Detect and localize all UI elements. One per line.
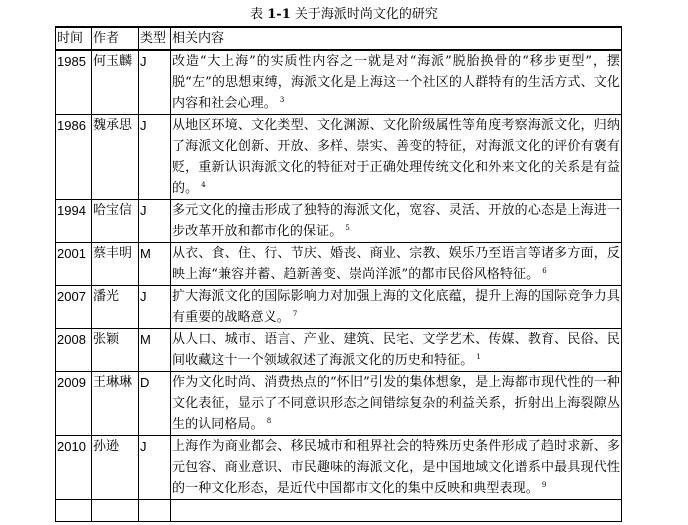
content-text: 改造“大上海”的实质性内容之一就是对“海派”脱胎换骨的“移步更型”，摆脱“左”的思想束缚，海派文化是上海这一个社区的人群特有的生活方式、文化内容和社会心理。 <box>172 54 620 111</box>
table-row <box>56 500 622 522</box>
cell-content <box>171 436 622 500</box>
cell-type: M <box>139 243 171 286</box>
cell-year: 1994 <box>56 200 92 243</box>
cell-type: J <box>139 50 171 115</box>
cell-author: 张颖 <box>92 329 139 372</box>
cell-type <box>139 500 171 522</box>
cell-content <box>171 286 622 329</box>
caption-label: 表 <box>250 7 264 22</box>
header-author: 作者 <box>92 27 139 50</box>
cell-type: D <box>139 372 171 436</box>
caption-number: 1-1 <box>267 7 291 22</box>
table-row <box>56 243 622 286</box>
cell-type: J <box>139 200 171 243</box>
cell-content <box>171 200 622 243</box>
cell-author: 王琳琳 <box>92 372 139 436</box>
table-row <box>56 436 622 500</box>
cell-year: 2009 <box>56 372 92 436</box>
footnote-marker: 5 <box>345 223 350 232</box>
cell-author: 潘光 <box>92 286 139 329</box>
content-text: 作为文化时尚、消费热点的“怀旧”引发的集体想象，是上海都市现代性的一种文化表征，显示了不同意识形态之间错综复杂的利益关系，折射出上海裂隙丛生的认同格局。 <box>172 375 620 432</box>
cell-content <box>171 372 622 436</box>
cell-year: 1985 <box>56 50 92 115</box>
content-text: 从衣、食、住、行、节庆、婚丧、商业、宗教、娱乐乃至语言等诸多方面，反映上海“兼容并蓄、趋新善变、崇尚洋派”的都市民俗风格特征。 <box>172 246 620 282</box>
cell-author <box>92 500 139 522</box>
cell-type: M <box>139 329 171 372</box>
content-text: 多元文化的撞击形成了独特的海派文化，宽容、灵活、开放的心态是上海进一步改革开放和都市化的保证。 <box>172 203 620 239</box>
footnote-marker: 7 <box>292 309 298 318</box>
cell-author: 哈宝信 <box>92 200 139 243</box>
footnote-marker: 6 <box>542 266 547 275</box>
research-table <box>55 26 622 522</box>
cell-type: J <box>139 115 171 200</box>
cell-year: 1986 <box>56 115 92 200</box>
content-text: 扩大海派文化的国际影响力对加强上海的文化底蕴，提升上海的国际竞争力具有重要的战略意义。 <box>172 289 620 325</box>
content-text: 上海作为商业都会、移民城市和租界社会的特殊历史条件形成了趋时求新、多元包容、商业意识、市民趣味的海派文化，是中国地域文化谱系中最具现代性的一种文化形态，是近代中国都市文化的集中反映和典型表现。 <box>172 439 620 496</box>
footnote-marker: 3 <box>279 95 285 104</box>
content-text: 从地区环境、文化类型、文化渊源、文化阶级属性等角度考察海派文化，归纳了海派文化创新、开放、多样、崇实、善变的特征，对海派文化的评价有褒有贬，重新认识海派文化的特征对于正确处理传统文化和外来文化的关系是有益的。 <box>172 118 620 196</box>
cell-type: J <box>139 286 171 329</box>
cell-author: 魏承思 <box>92 115 139 200</box>
table-header-row <box>56 27 622 50</box>
cell-content <box>171 243 622 286</box>
caption-title: 关于海派时尚文化的研究 <box>294 7 438 22</box>
cell-content <box>171 50 622 115</box>
cell-year: 2001 <box>56 243 92 286</box>
cell-year: 2010 <box>56 436 92 500</box>
header-year: 时间 <box>56 27 92 50</box>
cell-year: 2008 <box>56 329 92 372</box>
cell-author: 蔡丰明 <box>92 243 139 286</box>
cell-content <box>171 115 622 200</box>
table-caption <box>0 6 688 24</box>
cell-author: 何玉麟 <box>92 50 139 115</box>
cell-content <box>171 329 622 372</box>
table-row <box>56 200 622 243</box>
content-text: 从人口、城市、语言、产业、建筑、民宅、文学艺术、传媒、教育、民俗、民间收藏这十一个领域叙述了海派文化的历史和特征。 <box>172 332 620 368</box>
header-content: 相关内容 <box>171 27 622 50</box>
table-row <box>56 115 622 200</box>
cell-content <box>171 500 622 522</box>
cell-author: 孙逊 <box>92 436 139 500</box>
footnote-marker: 8 <box>266 416 272 425</box>
header-type: 类型 <box>139 27 171 50</box>
table-row <box>56 372 622 436</box>
table-row <box>56 50 622 115</box>
cell-year <box>56 500 92 522</box>
footnote-marker: 1 <box>476 352 481 361</box>
table-row <box>56 286 622 329</box>
footnote-marker: 9 <box>541 480 547 489</box>
cell-year: 2007 <box>56 286 92 329</box>
footnote-marker: 4 <box>201 180 206 189</box>
cell-type: J <box>139 436 171 500</box>
table-row <box>56 329 622 372</box>
